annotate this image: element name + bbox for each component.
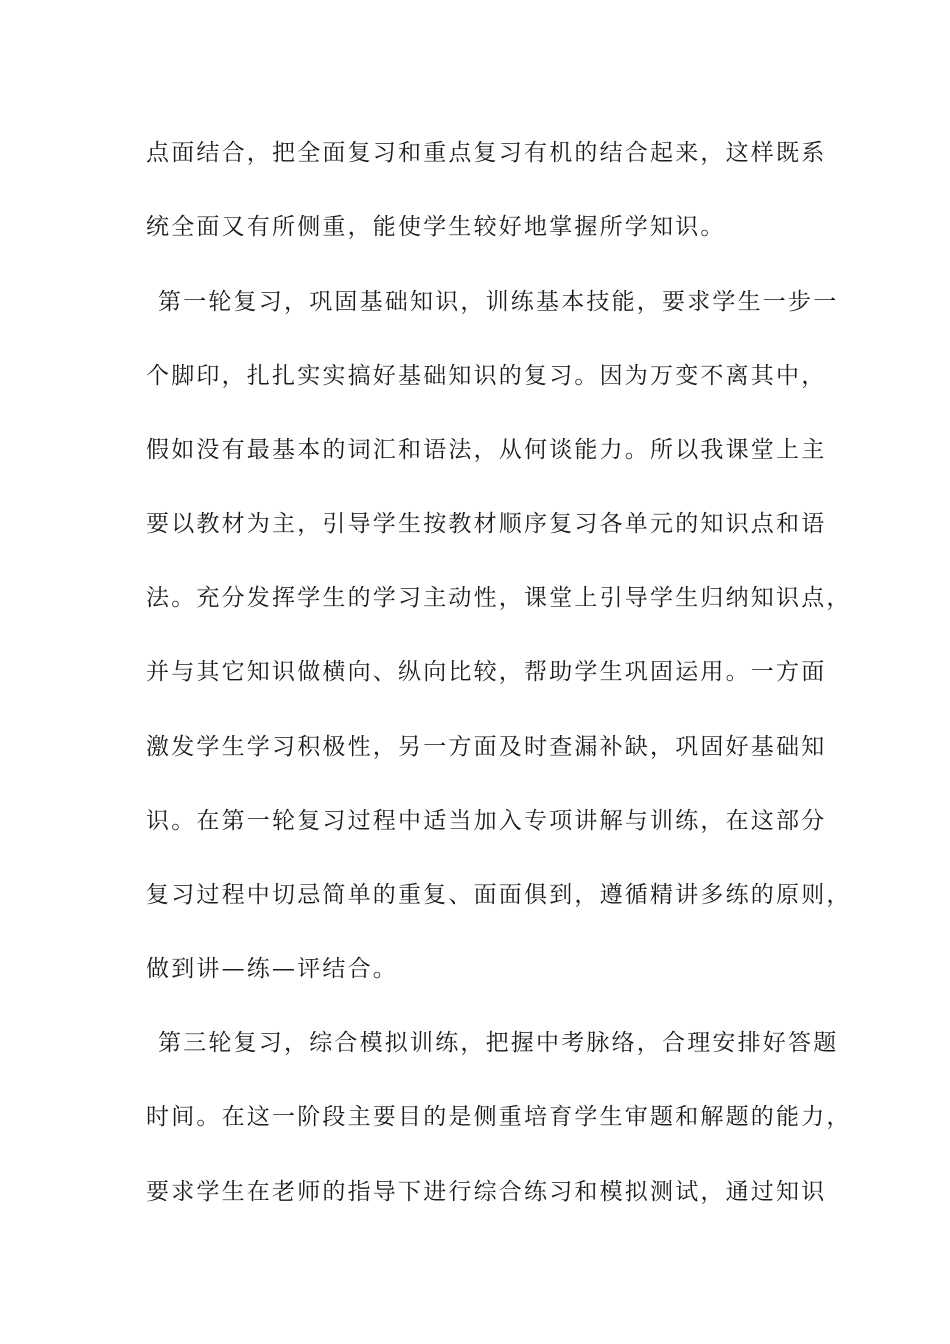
text-line-7: 法。充分发挥学生的学习主动性，课堂上引导学生归纳知识点，: [146, 585, 852, 611]
text-line-12: 做到讲—练—评结合。: [146, 956, 398, 982]
text-line-15: 要求学生在老师的指导下进行综合练习和模拟测试，通过知识: [146, 1179, 827, 1205]
text-line-9: 激发学生学习积极性，另一方面及时查漏补缺，巩固好基础知: [146, 734, 827, 760]
text-line-10: 识。在第一轮复习过程中适当加入专项讲解与训练，在这部分: [146, 808, 827, 834]
text-line-2: 统全面又有所侧重，能使学生较好地掌握所学知识。: [146, 214, 726, 240]
text-line-11: 复习过程中切忌简单的重复、面面俱到，遵循精讲多练的原则，: [146, 882, 852, 908]
text-line-1: 点面结合，把全面复习和重点复习有机的结合起来，这样既系: [146, 140, 827, 166]
text-line-5: 假如没有最基本的词汇和语法，从何谈能力。所以我课堂上主: [146, 437, 827, 463]
text-line-6: 要以教材为主，引导学生按教材顺序复习各单元的知识点和语: [146, 511, 827, 537]
text-line-14: 时间。在这一阶段主要目的是侧重培育学生审题和解题的能力，: [146, 1104, 852, 1130]
paragraph-third-round-line-1: 第三轮复习，综合模拟训练，把握中考脉络，合理安排好答题: [158, 1030, 839, 1056]
text-line-4: 个脚印，扎扎实实搞好基础知识的复习。因为万变不离其中，: [146, 363, 827, 389]
paragraph-first-round-line-1: 第一轮复习，巩固基础知识，训练基本技能，要求学生一步一: [158, 289, 839, 315]
text-line-8: 并与其它知识做横向、纵向比较，帮助学生巩固运用。一方面: [146, 659, 827, 685]
